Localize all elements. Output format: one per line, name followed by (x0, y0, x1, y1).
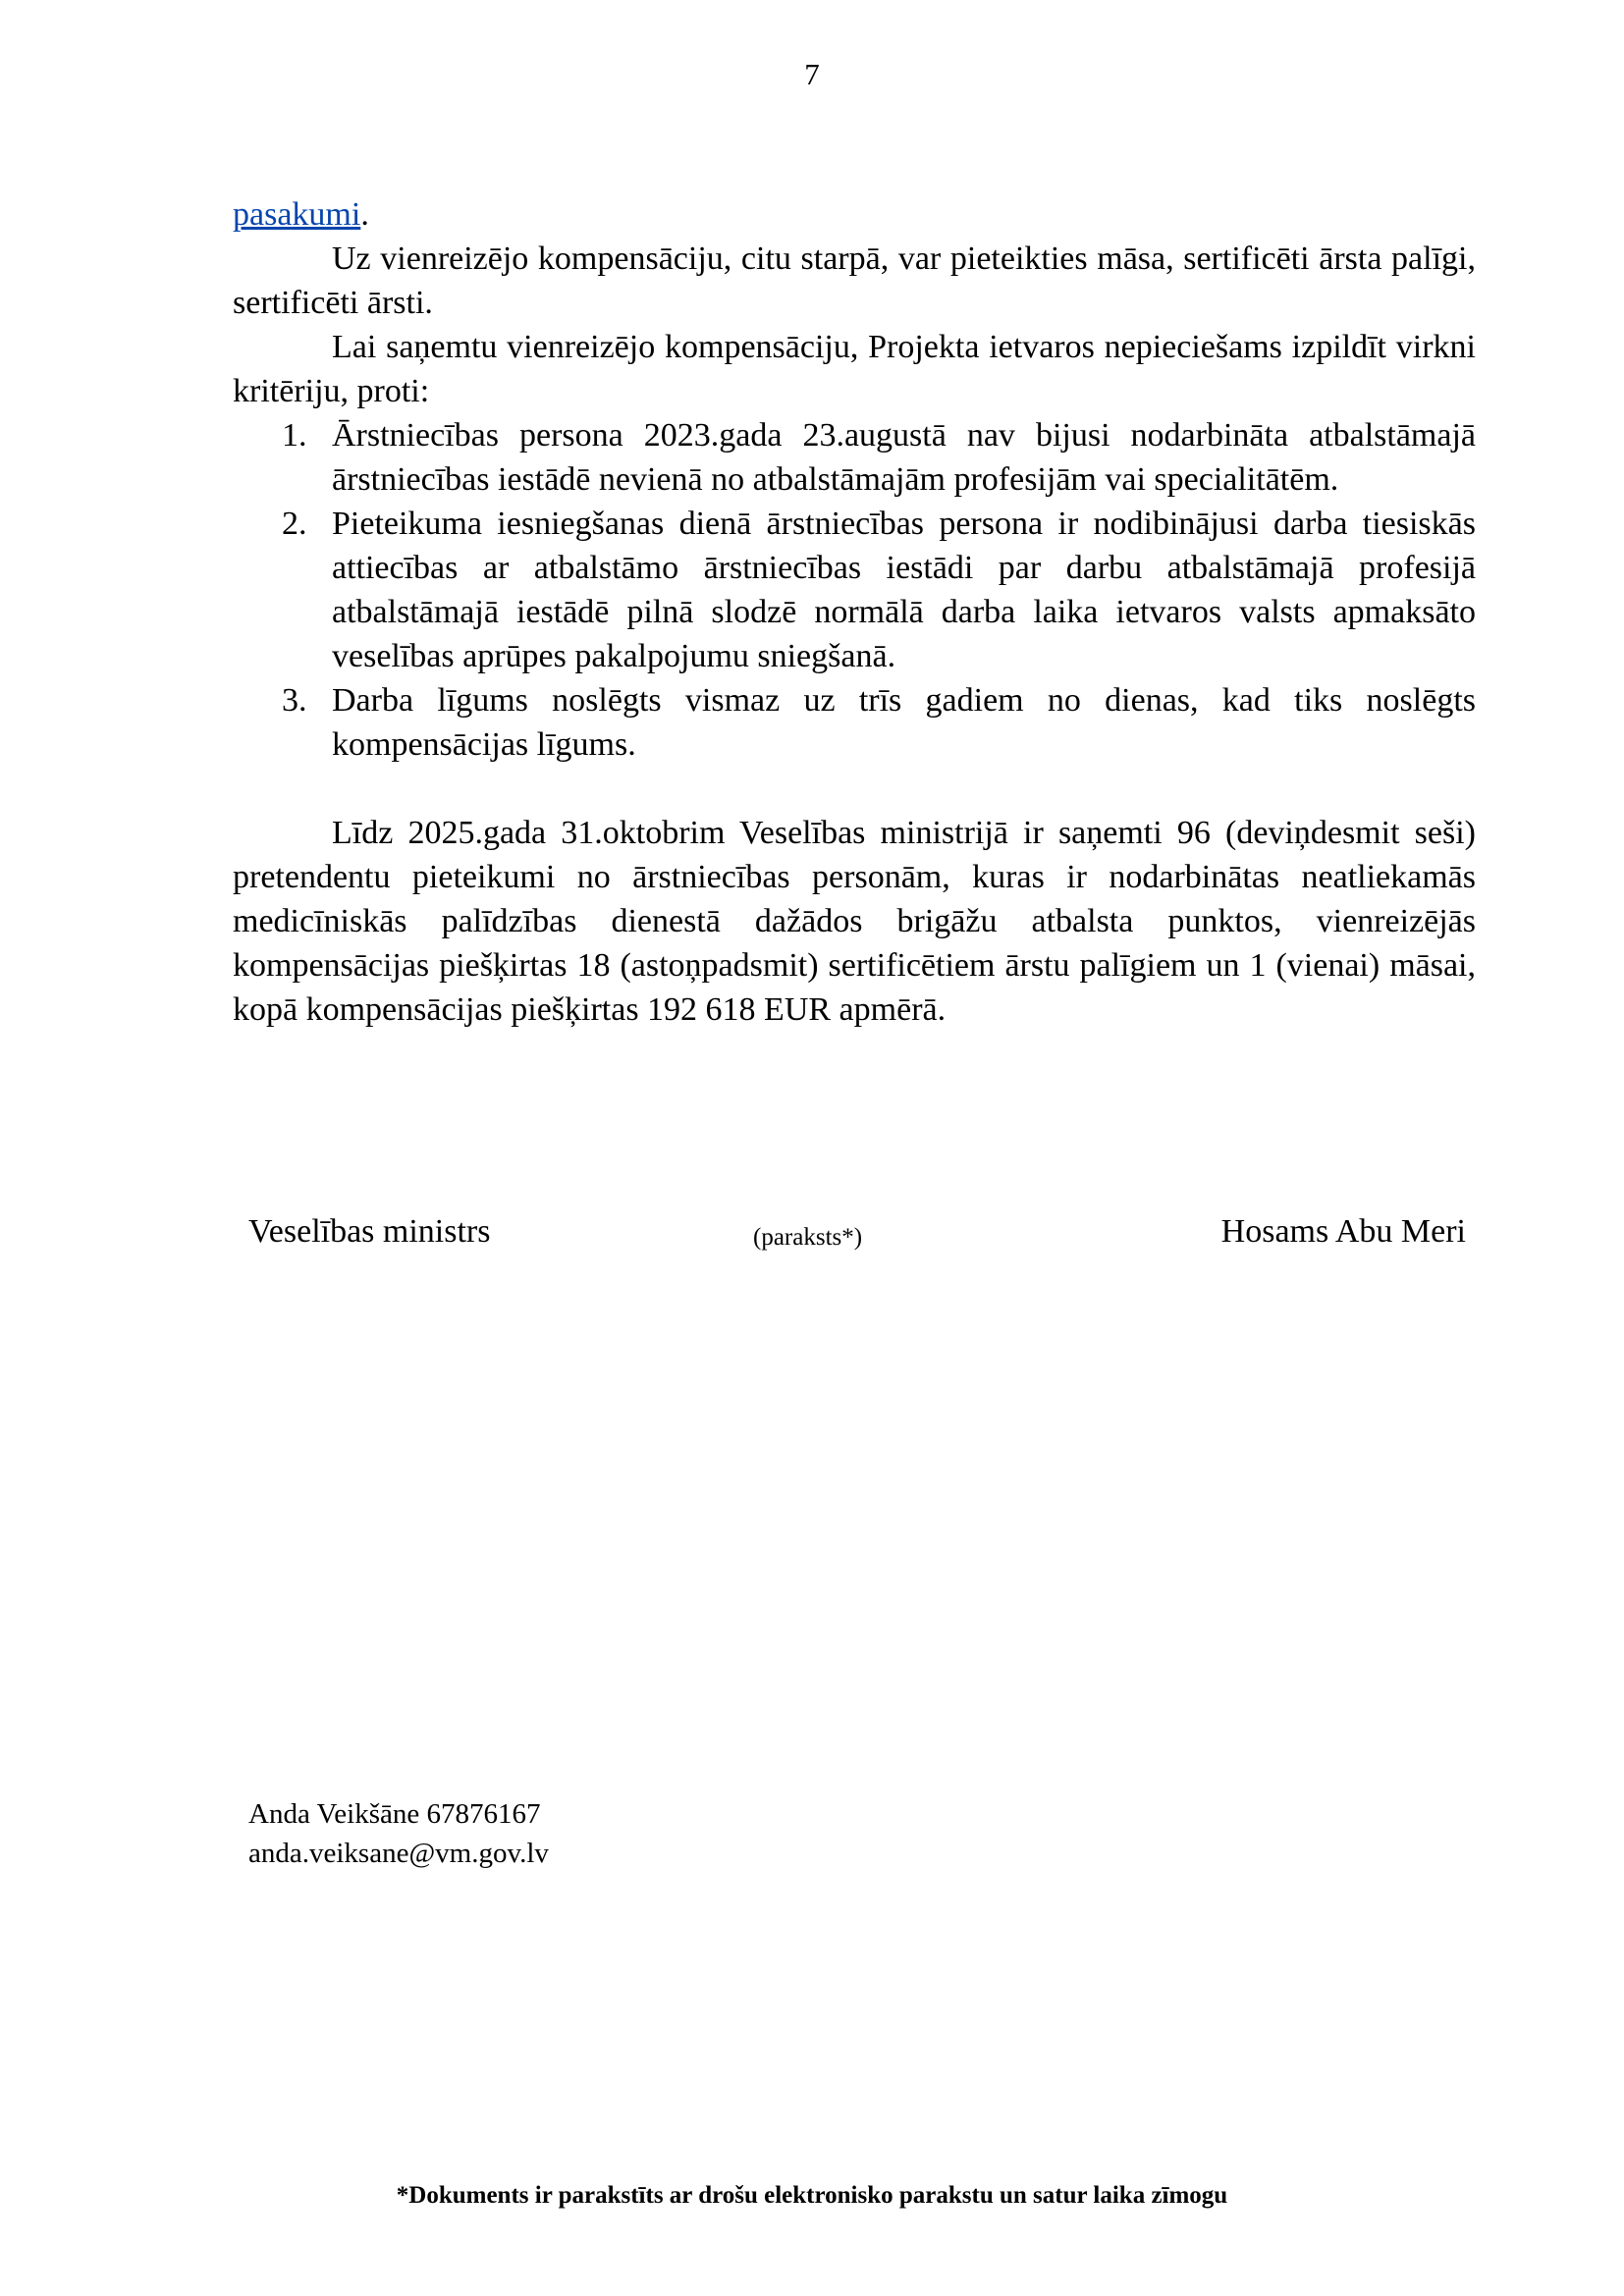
list-item (233, 413, 1476, 502)
signature-block (248, 1209, 1466, 1254)
link-line (233, 192, 1476, 237)
signatory-name: Hosams Abu Meri (1220, 1213, 1466, 1250)
list-item-number: 1. (282, 417, 307, 454)
list-item-text: Pieteikuma iesniegšanas dienā ārstniecības persona ir nodibinājusi darba tiesiskās attiecības ar atbalstāmo ārstniecības iestādi par darbu atbalstāmajā profesijā atbalstāmajā iestādē pilnā slodzē normālā darba laika ietvaros valsts apmaksāto veselības aprūpes pakalpojumu sniegšanā. (332, 506, 1476, 674)
signature-footnote: *Dokuments ir parakstīts ar drošu elektronisko parakstu un satur laika zīmogu (396, 2182, 1228, 2209)
paragraph-criteria-intro: Lai saņemtu vienreizējo kompensāciju, Projekta ietvaros nepieciešams izpildīt virkni kritēriju, proti: (233, 329, 1476, 409)
link-suffix: . (360, 196, 369, 233)
list-item-number: 2. (282, 506, 307, 542)
signature-placeholder: (paraksts*) (753, 1224, 863, 1251)
paragraph-eligibility: Uz vienreizējo kompensāciju, citu starpā, var pieteikties māsa, sertificēti ārsta palīgi, sertificēti ārsti. (233, 240, 1476, 321)
paragraph-statistics: Līdz 2025.gada 31.oktobrim Veselības ministrijā ir saņemti 96 (deviņdesmit seši) pretendentu pieteikumi no ārstniecības personām, kuras ir nodarbinātas neatliekamās medicīniskās palīdzības dienestā dažādos brigāžu atbalsta punktos, vienreizējās kompensācijas piešķirtas 18 (astoņpadsmit) sertificētiem ārstu palīgiem un 1 (vienai) māsai, kopā kompensācijas piešķirtas 192 618 EUR apmērā. (233, 815, 1476, 1028)
pasakumi-link[interactable]: pasakumi (233, 196, 361, 233)
contact-email: anda.veiksane@vm.gov.lv (248, 1838, 549, 1869)
list-item (233, 678, 1476, 767)
spacer (233, 767, 1476, 811)
list-item (233, 502, 1476, 678)
list-item-number: 3. (282, 682, 307, 719)
contact-name-phone: Anda Veikšāne 67876167 (248, 1798, 541, 1830)
list-item-text: Darba līgums noslēgts vismaz uz trīs gadiem no dienas, kad tiks noslēgts kompensācijas līgums. (332, 682, 1476, 763)
signatory-title: Veselības ministrs (248, 1213, 491, 1250)
page-number: 7 (804, 57, 820, 91)
contact-block (248, 1794, 549, 1873)
list-item-text: Ārstniecības persona 2023.gada 23.augustā nav bijusi nodarbināta atbalstāmajā ārstniecības iestādē nevienā no atbalstāmajām profesijām vai specialitātēm. (332, 417, 1476, 498)
document-body (233, 192, 1476, 1032)
criteria-list (233, 413, 1476, 767)
